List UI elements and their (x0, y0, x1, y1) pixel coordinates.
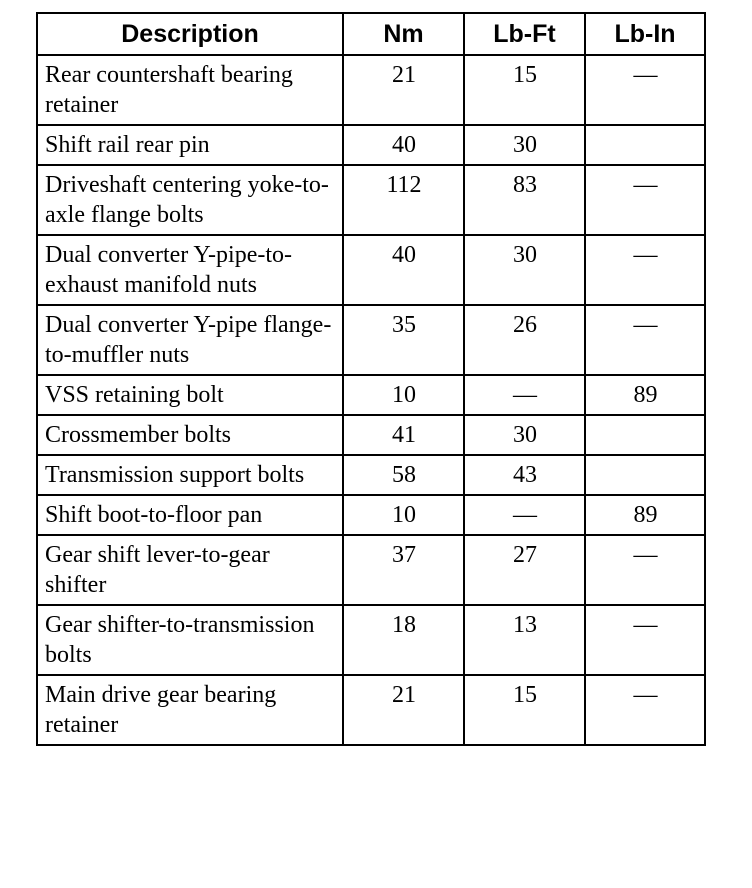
table-row (37, 375, 705, 415)
cell-nm: 21 (343, 55, 464, 125)
cell-lbft: 30 (464, 235, 585, 305)
cell-lbin: — (585, 55, 705, 125)
cell-nm: 41 (343, 415, 464, 455)
cell-lbin: 89 (585, 495, 705, 535)
cell-description: Gear shift lever-to-gear shifter (37, 535, 343, 605)
cell-lbft: — (464, 495, 585, 535)
table-row (37, 455, 705, 495)
cell-lbft: 27 (464, 535, 585, 605)
cell-lbin (585, 125, 705, 165)
cell-lbin: — (585, 235, 705, 305)
cell-description: Rear countershaft bearing retainer (37, 55, 343, 125)
cell-nm: 18 (343, 605, 464, 675)
header-nm: Nm (343, 13, 464, 55)
cell-description: VSS retaining bolt (37, 375, 343, 415)
cell-nm: 40 (343, 235, 464, 305)
cell-lbin: — (585, 605, 705, 675)
cell-lbft: 15 (464, 55, 585, 125)
cell-nm: 58 (343, 455, 464, 495)
cell-nm: 21 (343, 675, 464, 745)
table-body (37, 55, 705, 745)
cell-lbin: — (585, 535, 705, 605)
cell-nm: 10 (343, 495, 464, 535)
cell-description: Gear shifter-to-transmission bolts (37, 605, 343, 675)
cell-nm: 37 (343, 535, 464, 605)
cell-description: Shift rail rear pin (37, 125, 343, 165)
table-row (37, 605, 705, 675)
cell-lbft: 13 (464, 605, 585, 675)
cell-lbin: — (585, 165, 705, 235)
cell-lbft: 26 (464, 305, 585, 375)
cell-nm: 10 (343, 375, 464, 415)
cell-lbft: 30 (464, 125, 585, 165)
table-row (37, 495, 705, 535)
table-row (37, 125, 705, 165)
header-row (37, 13, 705, 55)
cell-lbin: — (585, 675, 705, 745)
cell-description: Dual converter Y-pipe flange-to-muffler nuts (37, 305, 343, 375)
cell-lbft: 15 (464, 675, 585, 745)
header-lbin: Lb-In (585, 13, 705, 55)
cell-lbin (585, 415, 705, 455)
table-row (37, 55, 705, 125)
cell-nm: 112 (343, 165, 464, 235)
header-description: Description (37, 13, 343, 55)
cell-description: Transmission support bolts (37, 455, 343, 495)
table-header (37, 13, 705, 55)
cell-description: Driveshaft centering yoke-to-axle flange bolts (37, 165, 343, 235)
cell-lbin: 89 (585, 375, 705, 415)
header-lbft: Lb-Ft (464, 13, 585, 55)
torque-spec-table (36, 12, 706, 746)
table-row (37, 165, 705, 235)
table-row (37, 235, 705, 305)
cell-description: Main drive gear bearing retainer (37, 675, 343, 745)
cell-nm: 35 (343, 305, 464, 375)
cell-description: Shift boot-to-floor pan (37, 495, 343, 535)
table-row (37, 675, 705, 745)
table-row (37, 305, 705, 375)
cell-lbft: — (464, 375, 585, 415)
cell-description: Crossmember bolts (37, 415, 343, 455)
table-row (37, 415, 705, 455)
cell-description: Dual converter Y-pipe-to-exhaust manifold nuts (37, 235, 343, 305)
cell-lbft: 30 (464, 415, 585, 455)
cell-lbin (585, 455, 705, 495)
cell-lbft: 83 (464, 165, 585, 235)
cell-nm: 40 (343, 125, 464, 165)
cell-lbin: — (585, 305, 705, 375)
cell-lbft: 43 (464, 455, 585, 495)
table-row (37, 535, 705, 605)
